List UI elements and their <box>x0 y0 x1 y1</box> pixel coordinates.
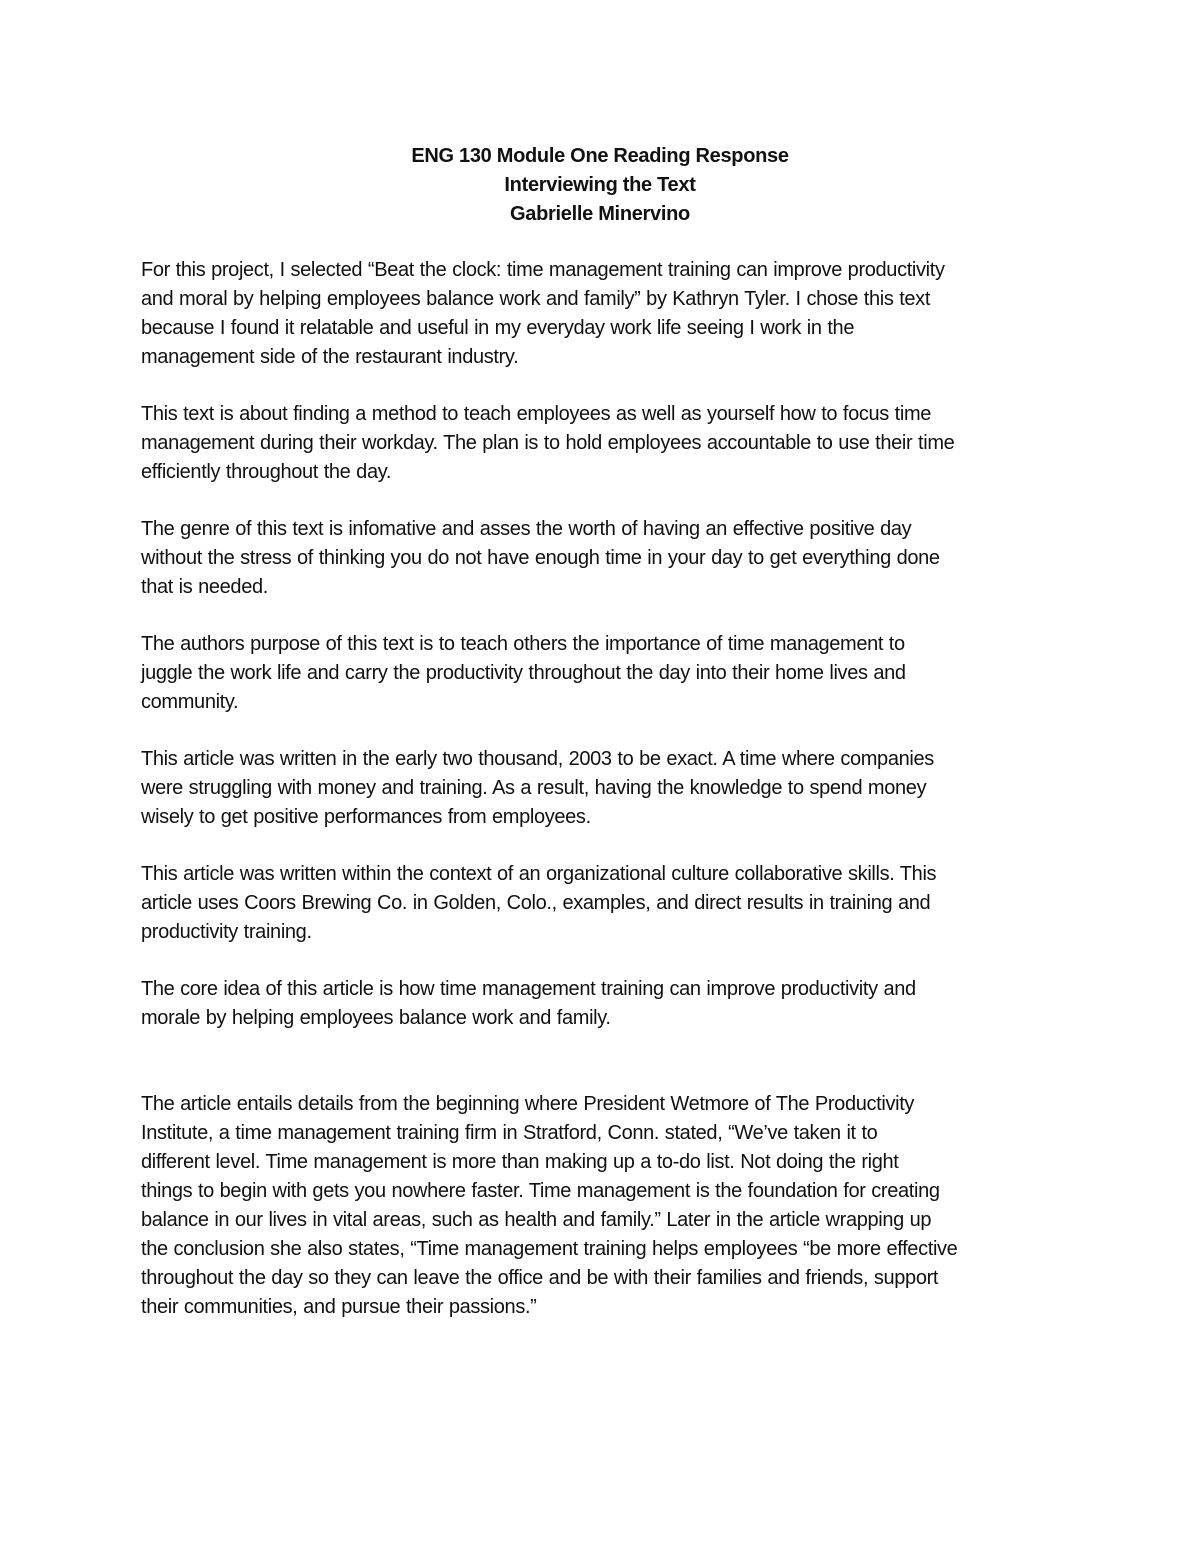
text-line: The authors purpose of this text is to teach others the importance of time management to <box>141 633 905 655</box>
text-line: management side of the restaurant industry. <box>141 346 519 368</box>
document-header <box>0 142 1200 229</box>
text-line: productivity training. <box>141 921 312 943</box>
paragraph-spacer <box>141 1033 1061 1090</box>
author-name: Gabrielle Minervino <box>510 203 690 225</box>
text-line: because I found it relatable and useful in my everyday work life seeing I work in the <box>141 317 855 339</box>
paragraph-spacer <box>141 717 1061 745</box>
paragraph-spacer <box>141 487 1061 515</box>
text-line: wisely to get positive performances from employees. <box>141 806 591 828</box>
course-title: ENG 130 Module One Reading Response <box>411 145 789 167</box>
text-line: balance in our lives in vital areas, such as health and family.” Later in the article wrapping up <box>141 1209 932 1231</box>
text-line: throughout the day so they can leave the office and be with their families and friends, support <box>141 1267 939 1289</box>
text-line: without the stress of thinking you do not have enough time in your day to get everything done <box>141 547 940 569</box>
text-line: article uses Coors Brewing Co. in Golden, Colo., examples, and direct results in training and <box>141 892 931 914</box>
paragraph-core-idea <box>141 975 1061 1033</box>
paragraph-summary <box>141 400 1061 487</box>
text-line: the conclusion she also states, “Time management training helps employees “be more effective <box>141 1238 958 1260</box>
text-line: Institute, a time management training firm in Stratford, Conn. stated, “We’ve taken it to <box>141 1122 878 1144</box>
text-line: This text is about finding a method to teach employees as well as yourself how to focus time <box>141 403 932 425</box>
paragraph-spacer <box>141 602 1061 630</box>
text-line: The core idea of this article is how time management training can improve productivity and <box>141 978 916 1000</box>
text-line: management during their workday. The plan is to hold employees accountable to use their time <box>141 432 955 454</box>
text-line: juggle the work life and carry the productivity throughout the day into their home lives and <box>141 662 906 684</box>
text-line: morale by helping employees balance work and family. <box>141 1007 611 1029</box>
text-line: This article was written in the early two thousand, 2003 to be exact. A time where companies <box>141 748 934 770</box>
text-line: different level. Time management is more than making up a to-do list. Not doing the right <box>141 1151 899 1173</box>
text-line: were struggling with money and training. As a result, having the knowledge to spend money <box>141 777 927 799</box>
text-line: This article was written within the context of an organizational culture collaborative skills. This <box>141 863 937 885</box>
text-line: community. <box>141 691 239 713</box>
text-line: things to begin with gets you nowhere faster. Time management is the foundation for creating <box>141 1180 940 1202</box>
paragraph-context <box>141 860 1061 947</box>
text-line: The article entails details from the beginning where President Wetmore of The Productivity <box>141 1093 915 1115</box>
text-line: and moral by helping employees balance work and family” by Kathryn Tyler. I chose this text <box>141 288 931 310</box>
paragraph-selection <box>141 256 1061 372</box>
text-line: The genre of this text is infomative and asses the worth of having an effective positive day <box>141 518 912 540</box>
text-line: For this project, I selected “Beat the clock: time management training can improve productivity <box>141 259 945 281</box>
paragraph-date <box>141 745 1061 832</box>
text-line: that is needed. <box>141 576 268 598</box>
paragraph-spacer <box>141 947 1061 975</box>
paragraph-spacer <box>141 832 1061 860</box>
paragraph-purpose <box>141 630 1061 717</box>
paragraph-details <box>141 1090 1061 1322</box>
paragraph-spacer <box>141 372 1061 400</box>
document-body <box>141 256 1061 1322</box>
assignment-subtitle: Interviewing the Text <box>504 174 696 196</box>
text-line: their communities, and pursue their passions.” <box>141 1296 537 1318</box>
text-line: efficiently throughout the day. <box>141 461 392 483</box>
paragraph-genre <box>141 515 1061 602</box>
